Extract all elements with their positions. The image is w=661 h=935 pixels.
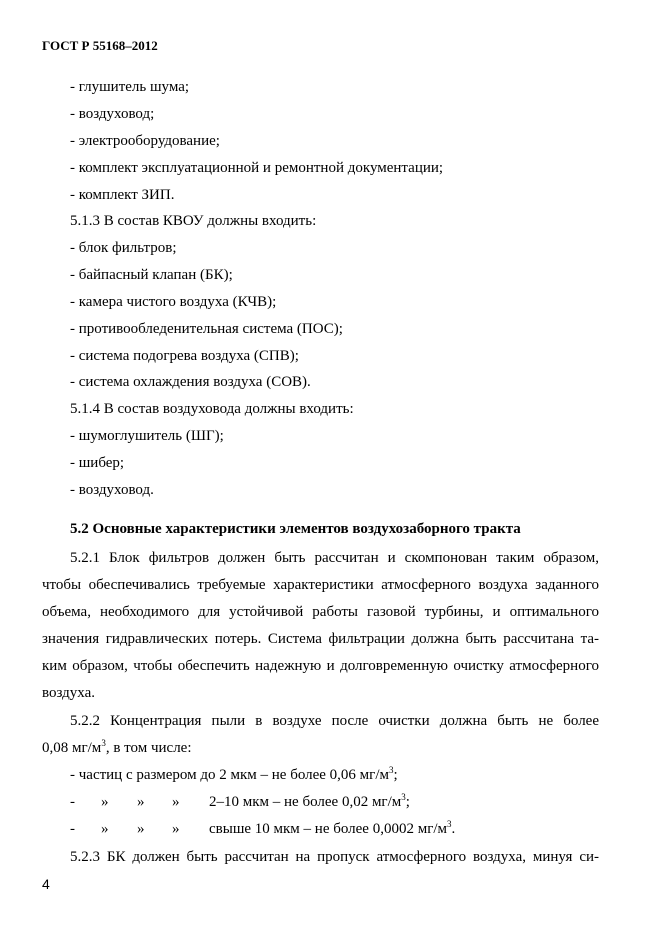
clause-5-1-3: 5.1.3 В состав КВОУ должны входить: [70,213,317,229]
list-item: - байпасный клапан (БК); [70,267,233,283]
text-fragment: - частиц с размером до 2 мкм – не более 0,06 мг/м [70,767,389,783]
list-dash: - [70,821,75,837]
list-item: - комплект ЗИП. [70,187,175,203]
text-fragment: , в том числе: [105,740,192,756]
superscript: 3 [101,738,106,748]
list-item [70,766,398,784]
text-fragment: ; [405,794,410,810]
list-item: - камера чистого воздуха (КЧВ); [70,294,277,310]
paragraph-line: 5.2.2 Концентрация пыли в воздухе после очистки должна быть не более [70,713,599,729]
list-item: - воздуховод; [70,106,155,122]
paragraph-line: воздуха. [42,685,95,701]
ditto-mark: » [172,821,180,837]
list-item: - блок фильтров; [70,240,177,256]
superscript: 3 [447,819,452,829]
list-item [209,820,455,838]
paragraph-line: ким образом, чтобы обеспечить надежную и долговременную очистку атмосферного [42,658,599,674]
text-fragment: 2–10 мкм – не более 0,02 мг/м [209,794,402,810]
list-item: - система подогрева воздуха (СПВ); [70,348,299,364]
text-fragment: ; [393,767,398,783]
page-number: 4 [42,876,50,892]
list-dash: - [70,794,75,810]
ditto-mark: » [137,794,145,810]
list-item: - воздуховод. [70,482,154,498]
list-item: - система охлаждения воздуха (СОВ). [70,374,311,390]
text-fragment: свыше 10 мкм – не более 0,0002 мг/м [209,821,448,837]
list-item: - противообледенительная система (ПОС); [70,321,343,337]
document-header: ГОСТ Р 55168–2012 [42,38,158,53]
ditto-mark: » [172,794,180,810]
ditto-mark: » [137,821,145,837]
paragraph-line: 5.2.3 БК должен быть рассчитан на пропуск атмосферного воздуха, минуя си- [70,849,599,865]
superscript: 3 [388,765,394,775]
paragraph-line: значения гидравлических потерь. Система фильтрации должна быть рассчитана та- [42,631,599,647]
text-fragment: . [451,821,456,837]
clause-5-1-4: 5.1.4 В состав воздуховода должны входить: [70,401,354,417]
paragraph-line: объема, необходимого для устойчивой работы газовой турбины, и оптимального [42,604,599,620]
list-item [209,793,410,811]
list-item: - шумоглушитель (ШГ); [70,428,224,444]
text-fragment: 0,08 мг/м [42,740,102,756]
list-item: - комплект эксплуатационной и ремонтной документации; [70,160,444,176]
paragraph-line: чтобы обеспечивались требуемые характеристики атмосферного воздуха заданного [42,577,599,593]
list-item: - электрооборудование; [70,133,220,149]
list-item: - шибер; [70,455,125,471]
ditto-mark: » [101,821,109,837]
ditto-mark: » [101,794,109,810]
list-item: - глушитель шума; [70,79,190,95]
paragraph-line: 5.2.1 Блок фильтров должен быть рассчитан и скомпонован таким образом, [70,550,599,566]
superscript: 3 [401,792,406,802]
paragraph-line [42,739,192,757]
section-title: 5.2 Основные характеристики элементов воздухозаборного тракта [70,521,521,537]
